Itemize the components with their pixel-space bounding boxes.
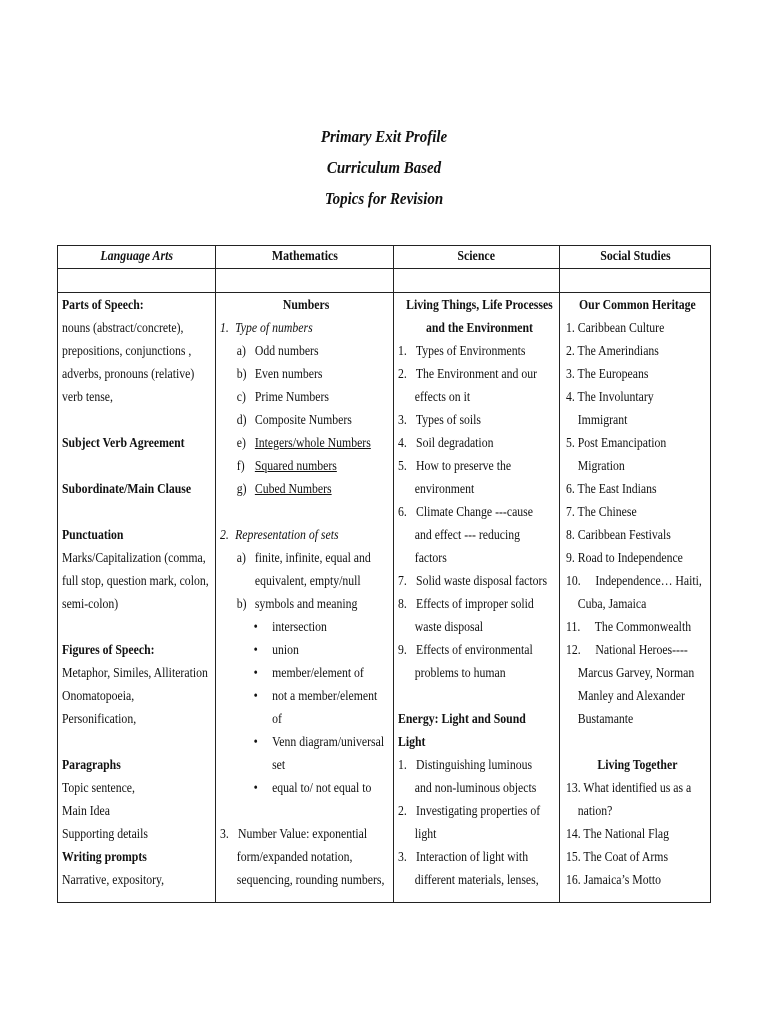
list-item: 11. The Commonwealth — [566, 620, 692, 635]
bullet-item-continued: of — [272, 712, 282, 727]
science-column — [398, 294, 561, 892]
text-line: Narrative, expository, — [62, 873, 165, 888]
bullet-item: • member/element of — [253, 666, 364, 681]
list-item: 2. The Amerindians — [566, 344, 659, 359]
row-divider — [58, 268, 710, 269]
list-item: 4. The Involuntary — [566, 390, 654, 405]
list-item: 5. Post Emancipation — [566, 436, 667, 451]
list-item: 9. Effects of environmental — [398, 643, 533, 658]
list-item: 9. Road to Independence — [566, 551, 683, 566]
list-item-continued: and non-luminous objects — [414, 781, 537, 796]
text-line: verb tense, — [62, 390, 113, 405]
living-things-heading-2: and the Environment — [425, 321, 533, 336]
column-divider — [393, 246, 394, 902]
list-item-continued: Bustamante — [566, 712, 634, 727]
column-divider — [215, 246, 216, 902]
list-item: f) Squared numbers — [236, 459, 337, 474]
list-item: 3. Types of soils — [398, 413, 482, 428]
text-line: Supporting details — [62, 827, 148, 842]
list-item-continued: different materials, lenses, — [414, 873, 539, 888]
list-item: 14. The National Flag — [566, 827, 669, 842]
text-line: adverbs, pronouns (relative) — [62, 367, 195, 382]
list-item: 2. The Environment and our — [398, 367, 538, 382]
list-item-continued: sequencing, rounding numbers, — [236, 873, 385, 888]
list-item-continued: Migration — [566, 459, 625, 474]
text-line: semi-colon) — [62, 597, 119, 612]
list-item: 1. Caribbean Culture — [566, 321, 665, 336]
text-line: Topic sentence, — [62, 781, 135, 796]
list-item-continued: problems to human — [414, 666, 506, 681]
list-item-continued: waste disposal — [414, 620, 484, 635]
paragraphs-heading: Paragraphs — [62, 758, 121, 773]
list-item-continued: environment — [414, 482, 475, 497]
list-item: a) finite, infinite, equal and — [236, 551, 371, 566]
list-item-continued: equivalent, empty/null — [254, 574, 361, 589]
header-language-arts: Language Arts — [100, 249, 173, 264]
writing-prompts-heading: Writing prompts — [62, 850, 147, 865]
list-item: 8. Effects of improper solid — [398, 597, 534, 612]
text-line: full stop, question mark, colon, — [62, 574, 209, 589]
list-item-continued: Marcus Garvey, Norman — [566, 666, 695, 681]
energy-heading: Energy: Light and Sound — [398, 712, 526, 727]
list-item-continued: factors — [414, 551, 447, 566]
text-line: nouns (abstract/concrete), — [62, 321, 184, 336]
list-item: 6. The East Indians — [566, 482, 657, 497]
bullet-item-continued: set — [272, 758, 286, 773]
list-item: 1. Distinguishing luminous — [398, 758, 533, 773]
list-item: 12. National Heroes---- — [566, 643, 688, 658]
list-item-continued: and effect --- reducing — [414, 528, 521, 543]
list-item: g) Cubed Numbers — [236, 482, 332, 497]
row-divider — [58, 292, 710, 293]
living-together-heading: Living Together — [597, 758, 678, 773]
type-of-numbers-heading: 1. Type of numbers — [220, 321, 313, 336]
text-line: prepositions, conjunctions , — [62, 344, 192, 359]
list-item-continued: effects on it — [414, 390, 471, 405]
bullet-item: • union — [253, 643, 299, 658]
list-item-continued: Manley and Alexander — [566, 689, 685, 704]
language-arts-column — [62, 294, 213, 892]
common-heritage-heading: Our Common Heritage — [579, 298, 696, 313]
list-item: 13. What identified us as a — [566, 781, 692, 796]
list-item: 10. Independence… Haiti, — [566, 574, 702, 589]
social-studies-column — [566, 294, 709, 892]
figures-heading: Figures of Speech: — [62, 643, 155, 658]
list-item: 16. Jamaica’s Motto — [566, 873, 662, 888]
list-item: 15. The Coat of Arms — [566, 850, 669, 865]
list-item: a) Odd numbers — [236, 344, 319, 359]
bullet-item: • equal to/ not equal to — [253, 781, 372, 796]
list-item-continued: Immigrant — [566, 413, 628, 428]
bullet-item: • not a member/element — [253, 689, 378, 704]
list-item: 4. Soil degradation — [398, 436, 494, 451]
list-item: 7. Solid waste disposal factors — [398, 574, 548, 589]
title-line-3: Topics for Revision — [324, 189, 444, 208]
list-item-continued: light — [414, 827, 437, 842]
header-mathematics: Mathematics — [271, 249, 338, 264]
document-title-block — [46, 121, 722, 214]
title-line-2: Curriculum Based — [326, 158, 442, 177]
punctuation-heading: Punctuation — [62, 528, 124, 543]
sva-heading: Subject Verb Agreement — [62, 436, 185, 451]
text-line: Marks/Capitalization (comma, — [62, 551, 206, 566]
title-line-1: Primary Exit Profile — [320, 127, 448, 146]
list-item: b) symbols and meaning — [236, 597, 358, 612]
list-item: b) Even numbers — [236, 367, 323, 382]
list-item: 2. Investigating properties of — [398, 804, 541, 819]
revision-topics-table — [57, 245, 711, 903]
list-item: 7. The Chinese — [566, 505, 637, 520]
list-item: c) Prime Numbers — [236, 390, 330, 405]
list-item: 8. Caribbean Festivals — [566, 528, 671, 543]
list-item-continued: Cuba, Jamaica — [566, 597, 647, 612]
list-item-continued: form/expanded notation, — [236, 850, 353, 865]
bullet-item: • intersection — [253, 620, 327, 635]
text-line: Onomatopoeia, — [62, 689, 135, 704]
text-line: Personification, — [62, 712, 137, 727]
list-item: 5. How to preserve the — [398, 459, 512, 474]
numbers-heading: Numbers — [282, 298, 330, 313]
text-line: Main Idea — [62, 804, 111, 819]
list-item: 3. Interaction of light with — [398, 850, 529, 865]
parts-of-speech-heading: Parts of Speech: — [62, 298, 144, 313]
list-item: 6. Climate Change ---cause — [398, 505, 533, 520]
list-item: 3. The Europeans — [566, 367, 649, 382]
number-value-item: 3. Number Value: exponential — [220, 827, 368, 842]
energy-heading-2: Light — [398, 735, 426, 750]
mathematics-column — [220, 294, 392, 892]
list-item: e) Integers/whole Numbers — [236, 436, 371, 451]
header-social-studies: Social Studies — [600, 249, 671, 264]
living-things-heading: Living Things, Life Processes — [406, 298, 553, 313]
clause-heading: Subordinate/Main Clause — [62, 482, 192, 497]
header-science: Science — [457, 249, 496, 264]
bullet-item: • Venn diagram/universal — [253, 735, 385, 750]
list-item: 1. Types of Environments — [398, 344, 526, 359]
text-line: Metaphor, Similes, Alliteration — [62, 666, 208, 681]
list-item-continued: nation? — [566, 804, 613, 819]
list-item: d) Composite Numbers — [236, 413, 352, 428]
representation-of-sets-heading: 2. Representation of sets — [220, 528, 339, 543]
